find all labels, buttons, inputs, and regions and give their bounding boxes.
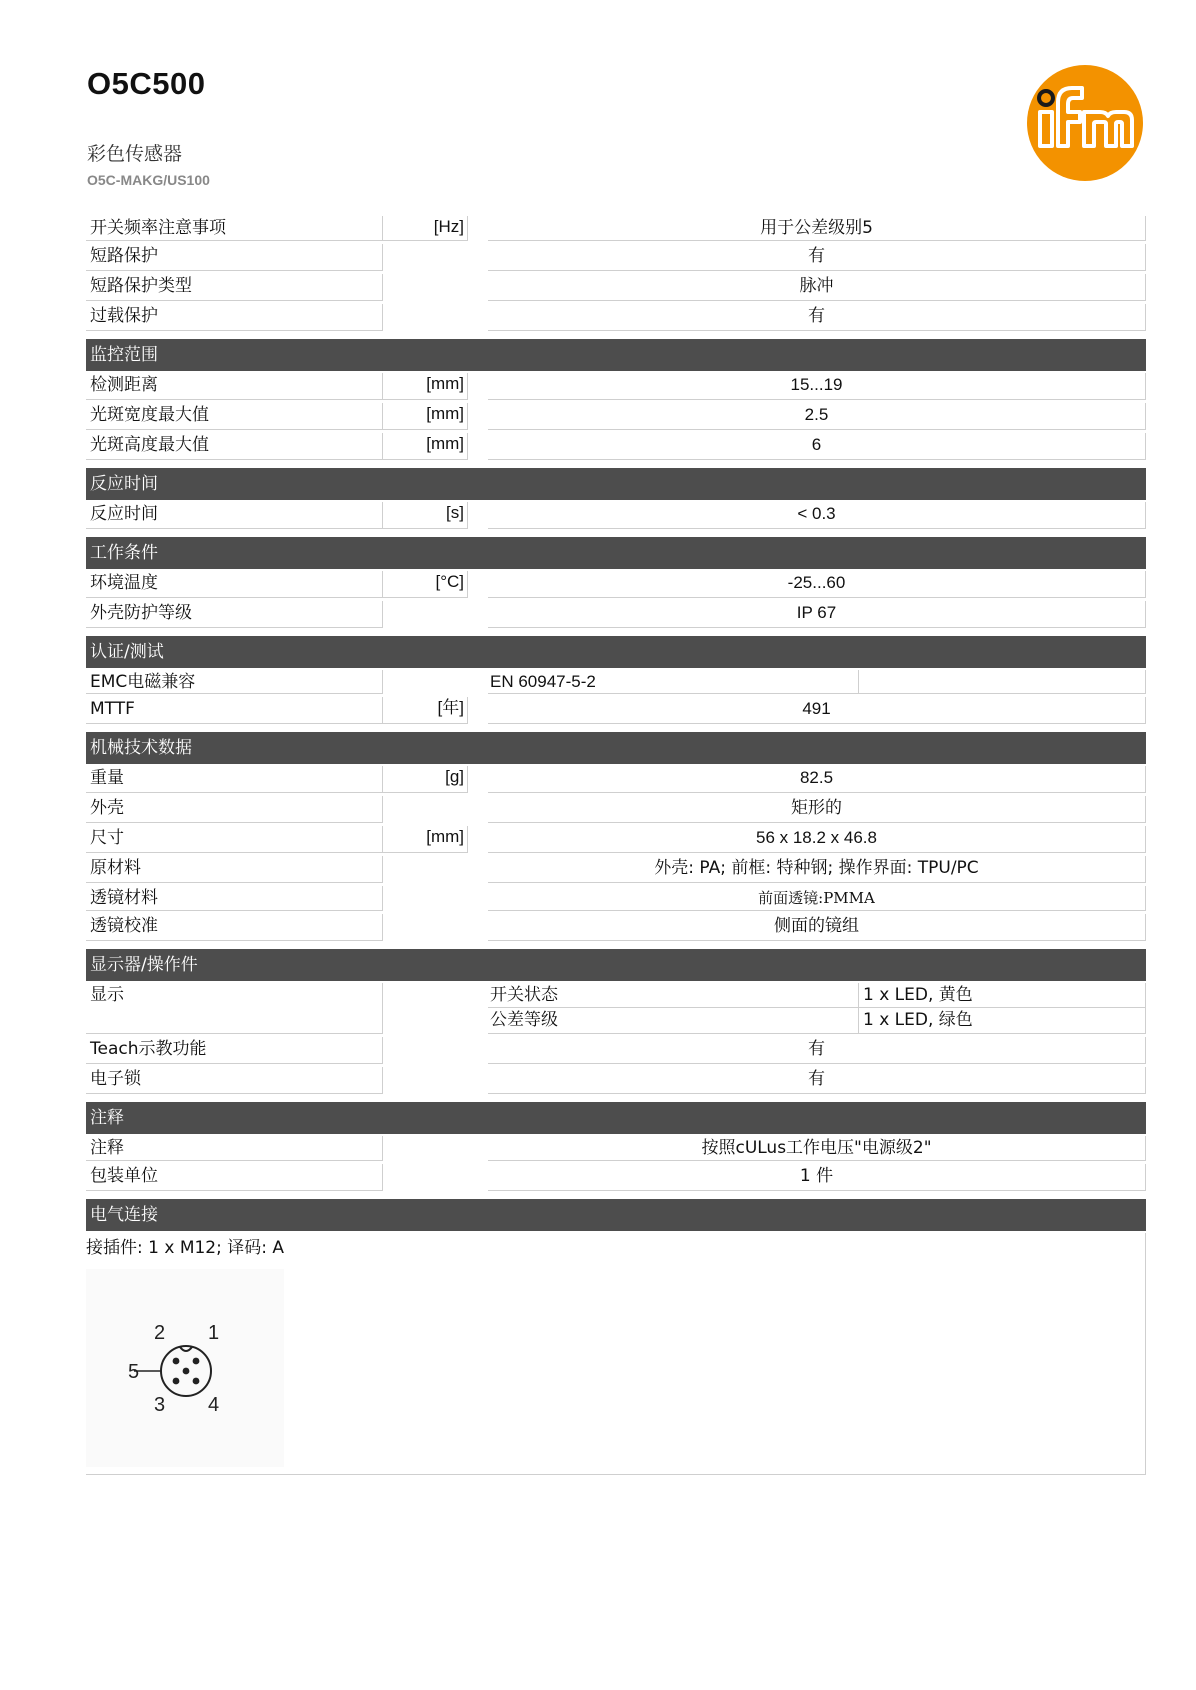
spec-value: 有	[488, 1067, 1146, 1094]
ifm-logo	[1026, 64, 1144, 182]
spec-empty-cell	[859, 670, 1146, 694]
spec-label: 重量	[86, 766, 383, 793]
spec-label: 注释	[86, 1136, 383, 1161]
section-header-approvals: 认证/测试	[86, 636, 1146, 668]
spec-value: -25...60	[488, 571, 1146, 598]
spec-unit: [s]	[383, 502, 468, 529]
spec-label: EMC电磁兼容	[86, 670, 383, 694]
spec-row	[86, 571, 1146, 601]
spec-value: 2.5	[488, 403, 1146, 430]
spec-row	[86, 670, 1146, 697]
spec-row-display	[86, 983, 1146, 1037]
pin-label: 5	[128, 1361, 140, 1383]
spec-row	[86, 502, 1146, 532]
section-header-display: 显示器/操作件	[86, 949, 1146, 981]
display-sub-value: 1 x LED, 黄色	[859, 983, 1146, 1008]
product-code: O5C-MAKG/US100	[87, 172, 210, 188]
spec-value: 侧面的镜组	[488, 914, 1146, 941]
spec-value: 外壳: PA; 前框: 特种钢; 操作界面: TPU/PC	[488, 856, 1146, 883]
section-header-mechanical: 机械技术数据	[86, 732, 1146, 764]
connector-description: 接插件: 1 x M12; 译码: A	[86, 1238, 285, 1258]
spec-label: 透镜材料	[86, 886, 383, 911]
spec-label: 短路保护	[86, 244, 383, 271]
spec-value: 15...19	[488, 373, 1146, 400]
pin-label: 2	[154, 1322, 166, 1344]
section-header-response: 反应时间	[86, 468, 1146, 500]
spec-label: 电子锁	[86, 1067, 383, 1094]
pin-dot	[183, 1368, 190, 1375]
spec-unit: [mm]	[383, 403, 468, 430]
spec-row	[86, 433, 1146, 463]
spec-label: 光斑宽度最大值	[86, 403, 383, 430]
spec-label: 反应时间	[86, 502, 383, 529]
spec-row	[86, 274, 1146, 304]
spec-value: 前面透镜:PMMA	[488, 886, 1146, 911]
spec-label: 透镜校准	[86, 914, 383, 941]
spec-row	[86, 856, 1146, 886]
spec-value: 用于公差级别5	[488, 216, 1146, 241]
spec-value: 6	[488, 433, 1146, 460]
section-header-conditions: 工作条件	[86, 537, 1146, 569]
spec-value: < 0.3	[488, 502, 1146, 529]
section-header-electrical: 电气连接	[86, 1199, 1146, 1231]
spec-row	[86, 826, 1146, 856]
spec-unit: [mm]	[383, 373, 468, 400]
spec-value: EN 60947-5-2	[488, 670, 859, 694]
spec-unit: [mm]	[383, 826, 468, 853]
spec-row	[86, 304, 1146, 334]
spec-row	[86, 216, 1146, 244]
spec-label: 检测距离	[86, 373, 383, 400]
spec-unit: [g]	[383, 766, 468, 793]
spec-row	[86, 1037, 1146, 1067]
spec-value: 脉冲	[488, 274, 1146, 301]
spec-value: IP 67	[488, 601, 1146, 628]
spec-row	[86, 244, 1146, 274]
spec-label: Teach示教功能	[86, 1037, 383, 1064]
spec-row	[86, 601, 1146, 631]
spec-label: 尺寸	[86, 826, 383, 853]
spec-row	[86, 766, 1146, 796]
spec-label: 光斑高度最大值	[86, 433, 383, 460]
spec-row	[86, 1164, 1146, 1194]
spec-unit: [年]	[383, 697, 468, 724]
spec-label: 包装单位	[86, 1164, 383, 1191]
spec-label: 短路保护类型	[86, 274, 383, 301]
spec-label: 环境温度	[86, 571, 383, 598]
m12-pinout-diagram	[86, 1269, 284, 1467]
pin-label: 1	[208, 1322, 220, 1344]
pin-dot	[193, 1378, 200, 1385]
spec-unit: [°C]	[383, 571, 468, 598]
spec-value: 1 件	[488, 1164, 1146, 1191]
spec-value: 56 x 18.2 x 46.8	[488, 826, 1146, 853]
display-sub-value: 1 x LED, 绿色	[859, 1008, 1146, 1034]
spec-label: 外壳	[86, 796, 383, 823]
spec-value: 矩形的	[488, 796, 1146, 823]
spec-table	[86, 216, 1146, 1475]
spec-label: 外壳防护等级	[86, 601, 383, 628]
pin-dot	[193, 1358, 200, 1365]
spec-row	[86, 796, 1146, 826]
spec-value: 82.5	[488, 766, 1146, 793]
spec-row	[86, 914, 1146, 944]
pin-label: 4	[208, 1394, 220, 1416]
display-sub-label: 公差等级	[488, 1008, 859, 1034]
spec-value: 有	[488, 1037, 1146, 1064]
pin-dot	[173, 1358, 180, 1365]
pin-label: 3	[154, 1394, 166, 1416]
electrical-connection-box	[86, 1233, 1146, 1475]
section-header-monitoring: 监控范围	[86, 339, 1146, 371]
page-title: O5C500	[87, 66, 206, 101]
spec-label: 过载保护	[86, 304, 383, 331]
spec-row	[86, 1067, 1146, 1097]
spec-row	[86, 373, 1146, 403]
spec-value: 491	[488, 697, 1146, 724]
logo-text: ifm	[1085, 174, 1087, 175]
spec-label: 显示	[86, 983, 383, 1034]
product-subtitle: 彩色传感器	[87, 143, 183, 165]
spec-row	[86, 697, 1146, 727]
pin-dot	[173, 1378, 180, 1385]
spec-row	[86, 886, 1146, 914]
spec-value: 有	[488, 304, 1146, 331]
spec-value: 有	[488, 244, 1146, 271]
spec-row	[86, 403, 1146, 433]
spec-value: 按照cULus工作电压"电源级2"	[488, 1136, 1146, 1161]
spec-label: 原材料	[86, 856, 383, 883]
display-sub-label: 开关状态	[488, 983, 859, 1008]
spec-label: 开关频率注意事项	[86, 216, 383, 241]
spec-unit: [mm]	[383, 433, 468, 460]
spec-row	[86, 1136, 1146, 1164]
spec-label: MTTF	[86, 697, 383, 724]
section-header-notes: 注释	[86, 1102, 1146, 1134]
spec-unit: [Hz]	[383, 216, 468, 241]
